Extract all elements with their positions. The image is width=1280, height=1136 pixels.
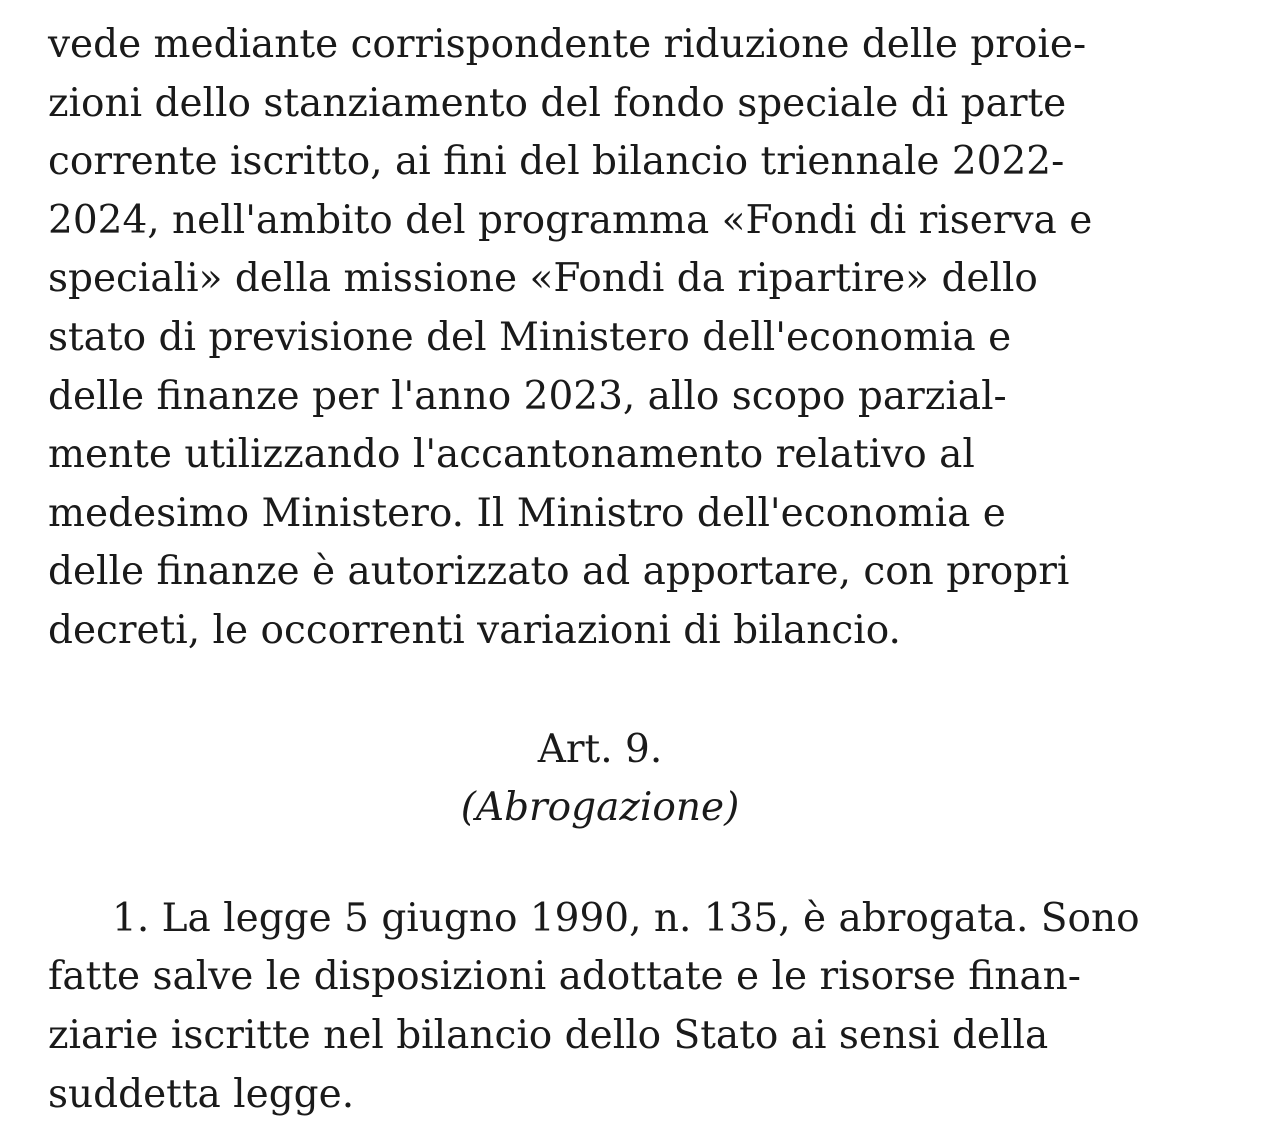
text-line: decreti, le occorrenti variazioni di bilancio. — [48, 607, 901, 653]
text-line: delle finanze è autorizzato ad apportare, con propri — [48, 549, 1070, 595]
article-heading — [48, 721, 1152, 838]
text-line: zioni dello stanziamento del fondo speciale di parte — [48, 80, 1067, 126]
text-line: suddetta legge. — [48, 1071, 355, 1117]
text-line: mente utilizzando l'accantonamento relativo al — [48, 432, 975, 478]
text-line: delle finanze per l'anno 2023, allo scopo parzial- — [48, 373, 1007, 419]
text-line: stato di previsione del Ministero dell'economia e — [48, 314, 1012, 360]
text-line: corrente iscritto, ai fini del bilancio triennale 2022- — [48, 139, 1065, 185]
text-line: 2024, nell'ambito del programma «Fondi di riserva e — [48, 197, 1093, 243]
text-line: speciali» della missione «Fondi da ripartire» dello — [48, 256, 1038, 302]
text-line: medesimo Ministero. Il Ministro dell'economia e — [48, 490, 1006, 536]
article-number: Art. 9. — [537, 726, 663, 772]
text-line: vede mediante corrispondente riduzione delle proie- — [48, 22, 1087, 67]
text-line: ziarie iscritte nel bilancio dello Stato ai sensi della — [48, 1012, 1049, 1058]
text-line: 1. La legge 5 giugno 1990, n. 135, è abrogata. Sono — [112, 895, 1140, 941]
text-line: fatte salve le disposizioni adottate e le risorse finan- — [48, 954, 1081, 1000]
paragraph-continuation — [48, 16, 1168, 661]
article-title: (Abrogazione) — [460, 785, 740, 831]
article-paragraph — [48, 890, 1168, 1124]
document-page — [48, 16, 1168, 1124]
